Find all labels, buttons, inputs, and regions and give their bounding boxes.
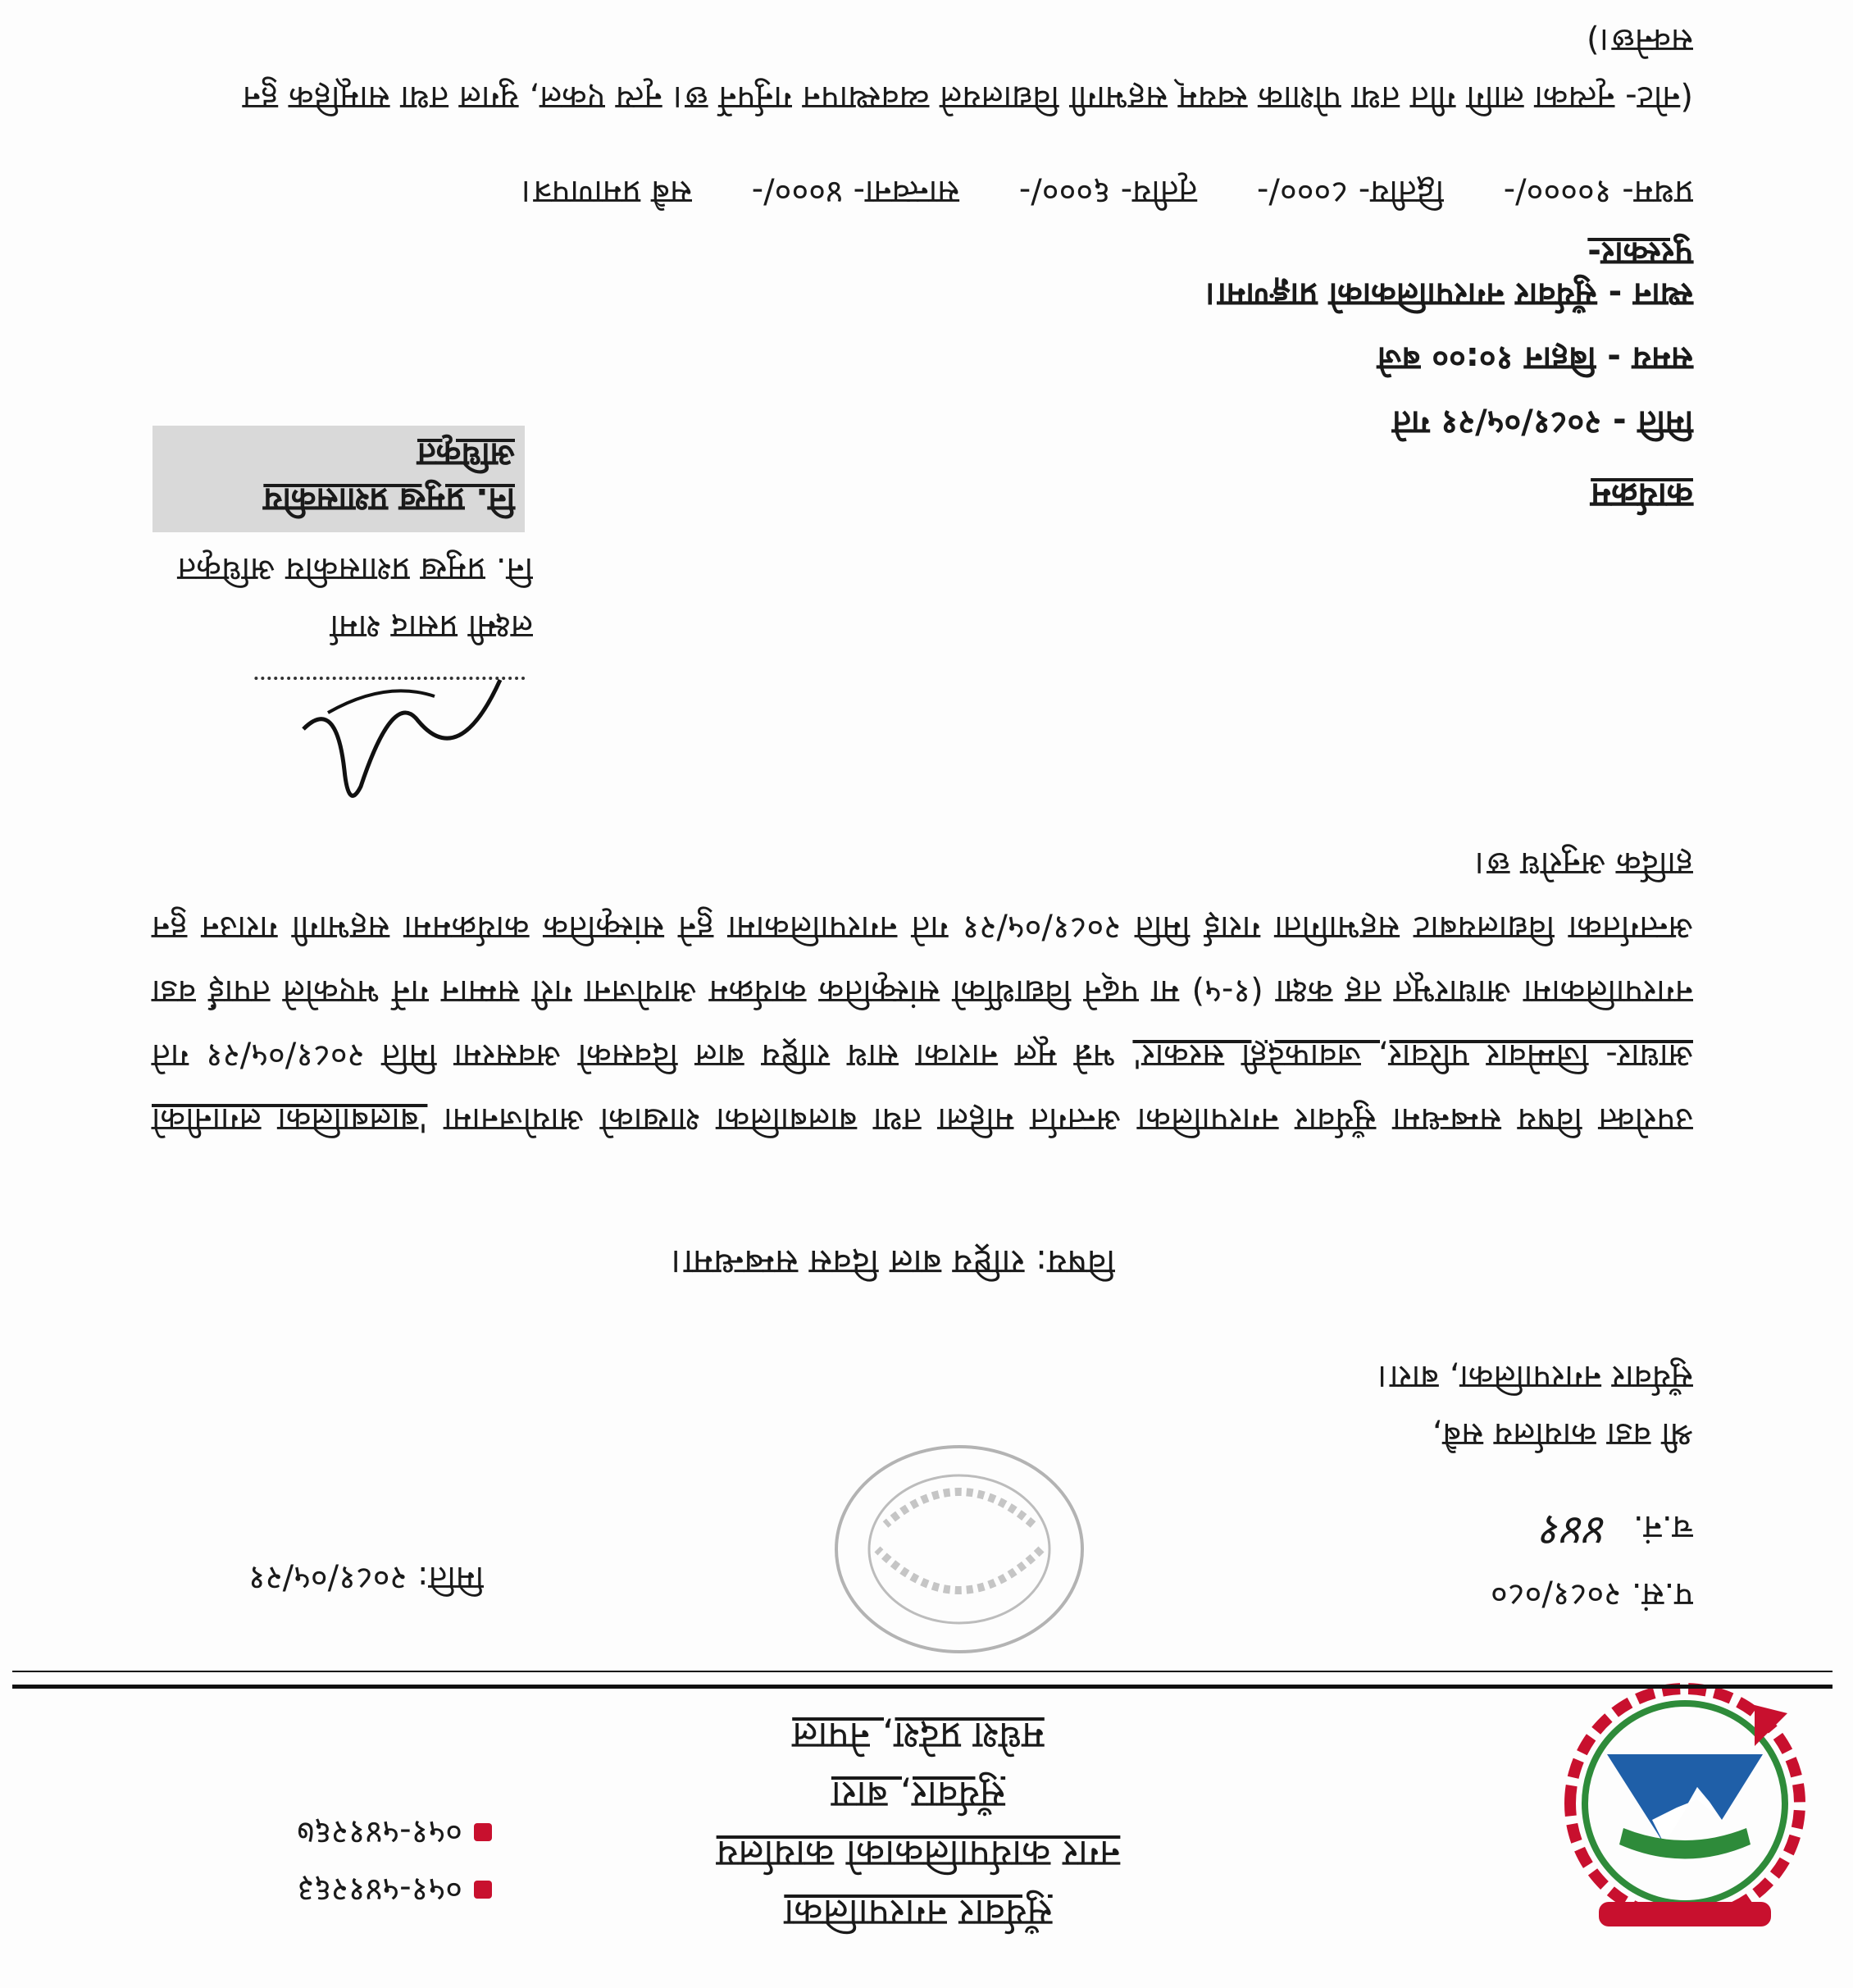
recipient-address [1377,1348,1693,1463]
ref-value: २०८१/०८० [1491,1575,1622,1613]
program-heading: कार्यक्रम [1591,476,1693,516]
program-time: समय - बिहान १०:०० बजे [1377,340,1693,377]
body-theme: 'बालबालिका लगानीको आधार- जिम्मेवार परिवार, जवाफदेही सरकार' [152,1037,1693,1138]
date-label: मिति: [417,1559,484,1597]
chalani-value: ४४१ [1541,1506,1609,1555]
prize-item: प्रथम- १००००/- [1503,173,1693,211]
letter-date [248,1557,484,1603]
subject-line [671,1240,1115,1287]
org-name: सुँर्यवार नगरपालिका [784,1891,1053,1936]
prize-item: द्वितीय- ८०००/- [1256,173,1444,211]
body-text: भन्ने मूल नाराका साथ राष्ट्रिय बाल दिवसको अवसरमा मिति २०८१/०५/२१ गते नगरपालिकामा आधारभूत तह कक्षा (१-५) मा पढ्ने विद्यार्थीको सांस्कृतिक कार्यक्रम आयोजना गरी सम्मान गर्ने भएकोले तपाईं वडा अन्तर्गतका विद्यालयबाट सहभागिता गराई मिति २०८१/०५/२१ गते नगरपालिकामा हुने सांस्कृतिक कार्यक्रममा सहभागी गराउन हुन हार्दिक अनुरोध छ। [152,845,1693,1074]
municipality-emblem-icon [1550,1672,1820,1943]
signatory-name: लक्ष्मी प्रसाद शर्मा [330,608,533,645]
recipient-line: श्री वडा कार्यालय सबै, [1432,1416,1693,1453]
subject-text: राष्ट्रिय बाल दिवस सम्बन्धमा। [671,1242,1025,1283]
chalani-label: च.नं. [1632,1508,1693,1546]
prize-item: तृतीय- ६०००/- [1018,173,1198,211]
note: (नोट- नृत्यका लागि गीत तथा पोशाक स्वयम् सहभागी विद्यालयले व्यवस्थापन गर्नुपर्ने छ। नृत्य एकल, युगल तथा सामूहिक हुन सक्नेछ।) [242,21,1693,116]
designation-stamp: नि. प्रमुख प्रशासकीय अधिकृत [153,426,525,532]
office-seal-stamp [828,1434,1090,1664]
body-text: उपरोक्त विषय सम्बन्धमा सुँर्यवार नगरपालिका अन्तर्गत महिला तथा बालबालिका शाखाको आयोजनामा [444,1101,1693,1138]
chalani-number [1542,1503,1693,1562]
signature-dotted-line [254,677,525,680]
letterhead-organization [607,1707,1230,1943]
ref-label: प.सं. [1631,1575,1693,1613]
prize-list [471,171,1693,217]
program-details [1205,262,1693,454]
phone-number: ०५१-५४१२६३ [297,1871,462,1908]
program-date: मिति - २०८१/०५/२१ गते [1392,404,1693,441]
prize-item: सबै प्रमाणपत्र। [521,173,692,211]
reference-number [1491,1574,1693,1619]
signatory-block [139,540,533,655]
phone-row [148,1861,492,1918]
header-rule-thin [12,1671,1833,1672]
phone-numbers [148,1803,492,1918]
recipient-line: सुँर्यवार नगरपालिका, बारा। [1377,1358,1693,1396]
org-address: सुँर्यवार, बारा [831,1773,1006,1817]
org-province: मधेश प्रदेश, नेपाल [792,1714,1045,1758]
phone-row [148,1803,492,1861]
program-venue: स्थान - सुँर्यवार नगरपालिकाको प्राङ्गणमा। [1205,276,1693,313]
subject-label: विषय: [1035,1242,1115,1283]
phone-icon [474,1881,492,1899]
prize-heading: पुरस्कार- [1587,235,1693,272]
prize-item: सान्त्वना- ४०००/- [751,173,960,211]
header-rule [12,1685,1833,1689]
date-value: २०८१/०५/२१ [248,1559,407,1597]
office-name: नगर कार्यपालिकाको कार्यालय [716,1832,1121,1876]
fax-icon [474,1823,492,1841]
letter-body [152,832,1693,1151]
phone-number: ०५१-५४१२६७ [297,1813,462,1851]
signatory-title: नि. प्रमुख प्रशासकीय अधिकृत [177,550,533,588]
